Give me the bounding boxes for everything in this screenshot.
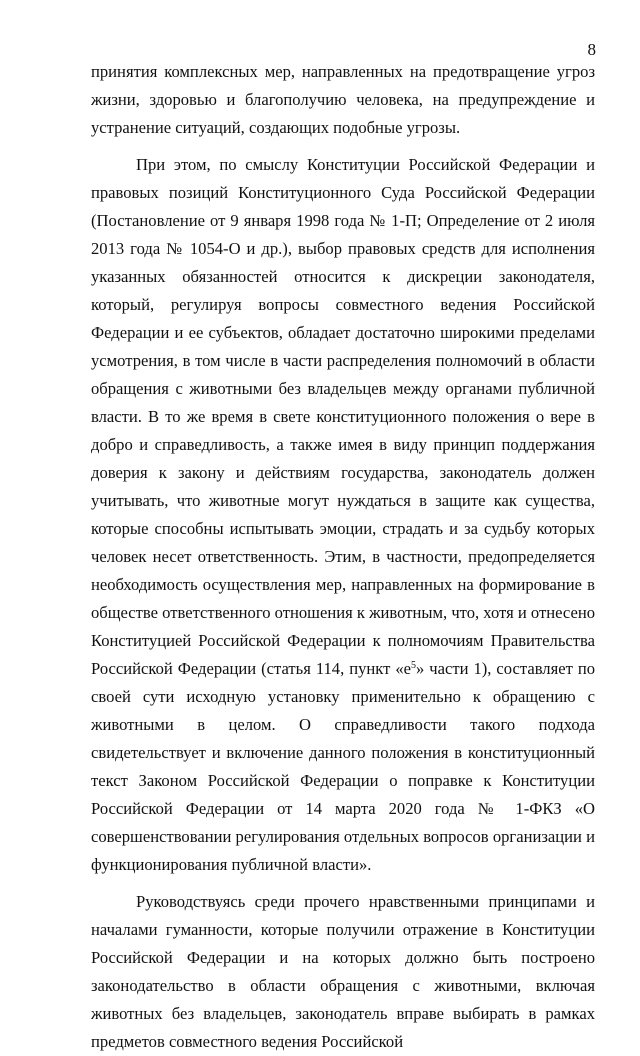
paragraph-continuation: принятия комплексных мер, направленных на предотвращение угроз жизни, здоровью и благополучию человека, на предупреждение и устранение ситуаций, создающих подобные угрозы. xyxy=(91,62,595,137)
paragraph-text-part-2: » части 1), составляет по своей сути исходную установку применительно к обращению с животными в целом. О справедливости такого подхода свидетельствует и включение данного положения в конституционный текст Законом Российской Федерации о поправке к Конституции Российской Федерации от 14 марта 2020 года № 1-ФКЗ «О совершенствовании регулирования отдельных вопросов организации и функционирования публичной власти». xyxy=(91,659,595,874)
paragraph-text-part-1: При этом, по смыслу Конституции Российской Федерации и правовых позиций Конституционного Суда Российской Федерации (Постановление от 9 января 1998 года № 1-П; Определение от 2 июля 2013 года № 1054-О и др.), выбор правовых средств для исполнения указанных обязанностей относится к дискреции законодателя, который, регулируя вопросы совместного ведения Российской Федерации и ее субъектов, обладает достаточно широкими пределами усмотрения, в том числе в части распределения полномочий в области обращения с животными без владельцев между органами публичной власти. В то же время в свете конституционного положения о вере в добро и справедливость, а также имея в виду принцип поддержания доверия к закону и действиям государства, законодатель должен учитывать, что животные могут нуждаться в защите как существа, которые способны испытывать эмоции, страдать и за судьбу которых человек несет ответственность. Этим, в частности, предопределяется необходимость осуществления мер, направленных на формирование в обществе ответственного отношения к животным, что, хотя и отнесено Конституцией Российской Федерации к полномочиям Правительства Российской Федерации (статья 114, пункт «е xyxy=(91,155,595,678)
superscript-5: 5 xyxy=(411,660,417,671)
page-number: 8 xyxy=(587,40,596,59)
paragraph-constitutional-basis xyxy=(91,151,595,879)
document-body xyxy=(91,58,595,1056)
paragraph-humanity-principles: Руководствуясь среди прочего нравственными принципами и началами гуманности, которые получили отражение в Конституции Российской Федерации и на которых должно быть построено законодательство в области обращения с животными, включая животных без владельцев, законодатель вправе выбирать в рамках предметов совместного ведения Российской xyxy=(91,892,595,1051)
